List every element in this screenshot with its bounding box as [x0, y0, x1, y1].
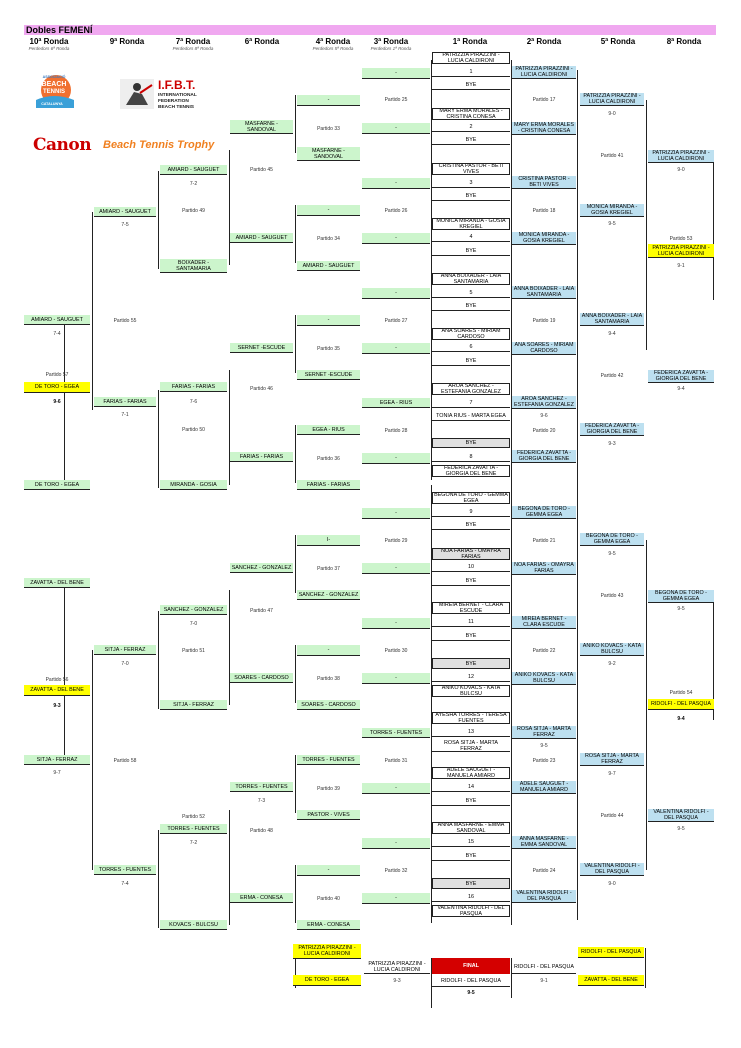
match-label: Partido 58	[113, 758, 137, 764]
match-label: Partido 25	[384, 97, 408, 103]
match-score: 7-5	[121, 222, 129, 228]
svg-text:FEDERATION: FEDERATION	[158, 99, 189, 104]
round-header: 4ª Ronda	[315, 37, 351, 46]
match-team: BYE	[432, 852, 510, 861]
round-header: 3ª Ronda	[373, 37, 409, 46]
match-team: ADELE SAUGUET - MANUELA AMIARD	[512, 781, 576, 794]
match-team: ANIKO KOVACS - KATA BULCSU	[432, 685, 510, 697]
match-score: 9-0	[677, 167, 685, 173]
match-team: -	[362, 508, 430, 519]
match-team: ROSA SITJA - MARTA FERRAZ	[432, 740, 510, 752]
match-team: -	[297, 95, 360, 106]
match-label: Partido 46	[250, 386, 273, 392]
match-number: 16	[432, 893, 510, 902]
match-team: AROA SANCHEZ - ESTEFANIA GONZALEZ	[512, 396, 576, 409]
match-score: 7-0	[189, 621, 198, 627]
match-team: -	[362, 453, 430, 464]
match-label: Partido 27	[384, 318, 408, 324]
match-team: ANIKO KOVACS - KATA BULCSU	[512, 672, 576, 685]
match-score: 9-1	[677, 263, 685, 269]
match-team: TORRES - FUENTES	[362, 728, 430, 738]
match-team: FARIAS - FARIAS	[160, 382, 227, 392]
bracket-line	[295, 205, 296, 263]
svg-text:I.F.B.T.: I.F.B.T.	[158, 78, 196, 92]
match-score: 9-4	[677, 386, 685, 392]
match-team: NOA FARIAS - OMAYRA FARIAS	[512, 562, 576, 575]
match-team: EGEA - RIUS	[297, 425, 360, 435]
match-score: 7-2	[189, 840, 198, 846]
match-team: PASTOR - VIVES	[297, 810, 360, 820]
match-team: BYE	[432, 658, 510, 669]
match-label: Partido 39	[317, 786, 340, 792]
match-label: Partido 55	[113, 318, 137, 324]
match-number: 2	[432, 123, 510, 132]
match-team: EGEA - RIUS	[362, 398, 430, 408]
match-label: Partido 24	[532, 868, 556, 874]
match-team: SERNET -ESCUDE	[297, 370, 360, 380]
match-team: AMIARD - SAUGUET	[94, 207, 156, 217]
match-team: FEDERICA ZAVATTA - GIORGIA DEL BENE	[648, 370, 714, 383]
match-team: TORRES - FUENTES	[297, 755, 360, 765]
match-team: BYE	[432, 357, 510, 366]
match-team: FARIAS - FARIAS	[230, 452, 293, 462]
bracket-line	[158, 830, 159, 928]
match-label: Partido 28	[384, 428, 408, 434]
match-score: 7-2	[189, 181, 198, 187]
match-team: PATRIZZIA PIRAZZINI - LUCIA CALDIRONI	[648, 150, 714, 163]
match-team: AMIARD - SAUGUET	[297, 261, 360, 271]
match-label: Partido 44	[600, 813, 624, 819]
match-team: MARY ERMA MORALES - CRISTINA CONESA	[513, 122, 574, 134]
svg-text:TENNIS: TENNIS	[42, 89, 66, 95]
match-number: 4	[432, 233, 510, 242]
match-team: ANA SOARES - MIRIAM CARDOSO	[512, 342, 576, 355]
match-number: 11	[432, 618, 510, 627]
finalist-left-top: PATRIZZIA PIRAZZINI - LUCIA CALDIRONI	[293, 944, 361, 959]
match-team: MIREIA BERNET - CLARA ESCUDE	[432, 602, 510, 614]
bracket-line	[646, 540, 647, 870]
match-score: 7-3	[257, 798, 266, 804]
match-team: BYE	[432, 247, 510, 256]
bracket-line	[158, 171, 159, 269]
match-label: Partido 23	[532, 758, 556, 764]
match-team: AYESHA TORRES - TERESA FUENTES	[432, 712, 510, 724]
bracket-line	[158, 611, 159, 709]
match-score: 9-2	[608, 661, 616, 667]
bracket-line	[645, 948, 646, 988]
match-label: Partido 47	[250, 608, 273, 614]
match-team: TORRES - FUENTES	[94, 865, 156, 875]
match-team: -	[362, 563, 430, 574]
match-team: -	[362, 838, 430, 849]
match-score: 9-6	[540, 413, 548, 419]
match-number: 7	[432, 399, 510, 408]
match-score: 9-0	[608, 111, 616, 117]
match-team: TONIA RIUS - MARTA EGEA	[432, 412, 510, 421]
semifinal-winner: PATRIZZIA PIRAZZINI - LUCIA CALDIRONI	[648, 244, 714, 258]
match-label: Partido 51	[182, 648, 205, 654]
match-team: NOA FARIAS - OMAYRA FARIAS	[432, 548, 510, 560]
bracket-line	[713, 160, 714, 300]
bracket-line	[295, 315, 296, 373]
match-team: ERMA - CONESA	[297, 920, 360, 930]
match-label: Partido 56	[45, 677, 69, 683]
match-label: Partido 36	[317, 456, 340, 462]
match-team: BYE	[432, 438, 510, 448]
page-title: Dobles FEMENÍ	[24, 25, 716, 35]
match-label: Partido 49	[182, 208, 205, 214]
match-team: ANNA MASFARNE - EMMA SANDOVAL	[512, 836, 576, 849]
bracket-line	[92, 212, 93, 410]
match-label: Partido 33	[317, 126, 340, 132]
match-team: SOARES - CARDOSO	[297, 700, 360, 710]
match-label: Partido 43	[600, 593, 624, 599]
match-label: Partido 48	[250, 828, 273, 834]
match-number: 10	[432, 563, 510, 572]
match-team: BEGOÑA DE TORO - GEMMA EGEA	[648, 590, 714, 603]
match-label: Partido 53	[669, 236, 693, 242]
match-score: 9-3	[393, 978, 401, 984]
match-score: 9-1	[540, 978, 548, 984]
match-number: 1	[432, 68, 510, 77]
match-team: AMIARD - SAUGUET	[24, 315, 90, 325]
svg-text:BEACH: BEACH	[41, 81, 67, 88]
match-team: -	[362, 618, 430, 629]
match-score: 9-3	[53, 703, 61, 709]
match-team: MONICA MIRANDA - GOSIA KREGIEL	[512, 232, 576, 245]
match-team: SERNET -ESCUDE	[230, 343, 293, 353]
match-team: -	[362, 288, 430, 299]
match-label: Partido 30	[384, 648, 408, 654]
match-score: 9-4	[608, 331, 616, 337]
match-team: MIRANDA - GOSIA	[160, 480, 227, 490]
match-team: -	[362, 673, 430, 684]
finalist-left-winner: PATRIZZIA PIRAZZINI - LUCIA CALDIRONI	[364, 960, 430, 974]
round-header: 9ª Ronda	[109, 37, 145, 46]
match-team: -	[362, 893, 430, 904]
match-team: BYE	[432, 81, 510, 90]
match-team: -	[362, 783, 430, 794]
match-score: 7-6	[189, 399, 198, 405]
match-team: BEGOÑA DE TORO - GEMMA EGEA	[512, 506, 576, 519]
match-label: Partido 45	[250, 167, 273, 173]
match-label: Partido 17	[532, 97, 556, 103]
match-label: Partido 41	[600, 153, 624, 159]
match-team: MASFARNE - SANDOVAL	[297, 147, 360, 161]
match-team: MASFARNE - SANDOVAL	[230, 120, 293, 134]
semifinal-winner: RIDOLFI - DEL PASQUA	[648, 699, 714, 710]
bracket-line	[646, 100, 647, 350]
match-team: -	[362, 233, 430, 244]
match-team: ANNA BOIXADER - LAIA SANTAMARIA	[432, 273, 510, 285]
match-label: Partido 20	[532, 428, 556, 434]
match-team: BYE	[432, 797, 510, 806]
match-number: 8	[432, 453, 510, 462]
match-number: 9	[432, 508, 510, 517]
bracket-line	[295, 645, 296, 703]
match-team: MONICA MIRANDA - GOSIA KREGIEL	[432, 218, 510, 230]
match-team: BYE	[432, 878, 510, 889]
match-score: 7-4	[121, 881, 129, 887]
match-number: 14	[432, 783, 510, 792]
ifbt-logo	[118, 77, 216, 111]
match-team: BEGOÑA DE TORO - GEMMA EGEA	[432, 492, 510, 504]
match-score: 9-5	[540, 743, 548, 749]
match-team: SANCHEZ - GONZALEZ	[230, 563, 293, 573]
match-team: MIREIA BERNET - CLARA ESCUDE	[512, 616, 576, 629]
match-team: VALENTINA RIDOLFI - DEL PASQUA	[432, 905, 510, 917]
match-team: BOIXADER - SANTAMARIA	[160, 259, 227, 273]
match-score: 9-7	[608, 771, 616, 777]
match-team: CRISTINA PASTOR - BETI VIVES	[432, 163, 510, 175]
match-label: Partido 54	[669, 690, 693, 696]
match-score: 9-5	[608, 551, 616, 557]
match-team: PATRIZZIA PIRAZZINI - LUCIA CALDIRONI	[580, 93, 644, 106]
match-label: Partido 26	[384, 208, 408, 214]
match-team: -	[362, 123, 430, 134]
match-team: VALENTINA RIDOLFI - DEL PASQUA	[580, 863, 644, 876]
match-team: ZAVATTA - DEL BENE	[24, 578, 90, 588]
bracket-line	[92, 650, 93, 870]
svg-text:BEACH TENNIS: BEACH TENNIS	[158, 105, 194, 110]
match-team: ANNA MASFARNE - EMMA SANDOVAL	[432, 822, 510, 834]
match-label: Partido 42	[600, 373, 624, 379]
match-team: -	[362, 178, 430, 189]
match-team: VALENTINA RIDOLFI - DEL PASQUA	[512, 890, 576, 903]
match-team: DE TORO - EGEA	[24, 480, 90, 490]
match-team: SITJA - FERRAZ	[94, 645, 156, 655]
round-subheader: Perdedors 5ª Ronda	[312, 46, 354, 51]
champion: RIDOLFI - DEL PASQUA	[432, 976, 510, 987]
match-score: 9-4	[677, 716, 685, 722]
match-score: 7-1	[121, 412, 129, 418]
match-score: 7-4	[53, 331, 61, 337]
match-team: FEDERICA ZAVATTA - GIORGIA DEL BENE	[432, 465, 510, 477]
match-team: -	[297, 645, 360, 656]
match-team: ADELE SAUGUET - MANUELA AMIARD	[432, 767, 510, 779]
bracket-line	[64, 578, 65, 760]
round-header: 5ª Ronda	[600, 37, 636, 46]
match-team: SOARES - CARDOSO	[230, 673, 293, 683]
match-label: Partido 18	[532, 208, 556, 214]
match-team: KOVACS - BULCSU	[160, 920, 227, 930]
match-number: 13	[432, 728, 510, 737]
match-score: 9-0	[608, 881, 616, 887]
match-team: BYE	[432, 136, 510, 145]
match-team: -	[362, 343, 430, 354]
match-team: -	[297, 315, 360, 326]
match-team: VALENTINA RIDOLFI - DEL PASQUA	[648, 809, 714, 822]
match-team: ROSA SITJA - MARTA FERRAZ	[580, 753, 644, 766]
match-team: FARIAS - FARIAS	[297, 480, 360, 490]
match-score: 9-7	[53, 770, 61, 776]
match-team: MONICA MIRANDA - GOSIA KREGIEL	[580, 204, 644, 217]
match-team: ANNA BOIXADER - LAIA SANTAMARIA	[581, 313, 643, 325]
match-number: 12	[432, 673, 510, 682]
finalist-left-bottom: DE TORO - EGEA	[293, 975, 361, 986]
beach-tennis-catalunya-logo	[32, 70, 76, 108]
svg-text:INTERNATIONAL: INTERNATIONAL	[158, 93, 197, 98]
match-team: ROSA SITJA - MARTA FERRAZ	[512, 726, 576, 739]
match-team: ANA SOARES - MIRIAM CARDOSO	[432, 328, 510, 340]
champion-score: 9-5	[467, 990, 475, 996]
match-label: Partido 32	[384, 868, 408, 874]
match-team: PATRIZZIA PIRAZZINI - LUCIA CALDIRONI	[432, 52, 510, 64]
match-team: BYE	[432, 192, 510, 201]
match-label: Partido 19	[532, 318, 556, 324]
bracket-line	[577, 70, 578, 920]
bracket-line	[295, 865, 296, 923]
match-team: -	[362, 68, 430, 79]
svg-text:ASSOCIACIÓ: ASSOCIACIÓ	[42, 75, 66, 79]
finalist-right-top: RIDOLFI - DEL PASQUA	[578, 947, 644, 958]
match-label: Partido 50	[182, 427, 205, 433]
round-subheader: Perdedors 6ª Ronda	[28, 46, 70, 51]
match-team: BYE	[432, 521, 510, 530]
match-team: CRISTINA PASTOR - BETI VIVES	[512, 176, 576, 189]
match-label: Partido 38	[317, 676, 340, 682]
match-team: I-	[297, 535, 360, 546]
match-team: AROA SANCHEZ - ESTEFANIA GONZALEZ	[432, 383, 510, 395]
match-team: SITJA - FERRAZ	[160, 700, 227, 710]
round-header: 8ª Ronda	[666, 37, 702, 46]
bracket-line	[295, 425, 296, 483]
match-team: -	[297, 865, 360, 876]
match-team: SANCHEZ - GONZALEZ	[297, 590, 360, 600]
match-label: Partido 35	[317, 346, 340, 352]
match-score: 9-5	[677, 606, 685, 612]
match-team: AMIARD - SAUGUET	[160, 165, 227, 175]
match-team: BYE	[432, 577, 510, 586]
finalist-right-winner: RIDOLFI - DEL PASQUA	[512, 960, 576, 974]
match-team: AMIARD - SAUGUET	[230, 233, 293, 243]
match-team: FEDERICA ZAVATTA - GIORGIA DEL BENE	[580, 423, 644, 436]
match-label: Partido 29	[384, 538, 408, 544]
match-label: Partido 22	[532, 648, 556, 654]
match-team: PATRIZZIA PIRAZZINI - LUCIA CALDIRONI	[512, 66, 576, 79]
round-subheader: Perdedors 8ª Ronda	[172, 46, 214, 51]
match-label: Partido 37	[317, 566, 340, 572]
round-header: 1ª Ronda	[452, 37, 488, 46]
match-score: 9-6	[53, 399, 61, 405]
final-label: FINAL	[432, 958, 510, 974]
match-team: FEDERICA ZAVATTA - GIORGIA DEL BENE	[512, 450, 576, 463]
match-team: BYE	[432, 302, 510, 311]
bracket-line	[295, 535, 296, 593]
match-number: 3	[432, 179, 510, 188]
semifinal-winner: ZAVATTA - DEL BENE	[24, 685, 90, 696]
round-subheader: Perdedors 1ª Ronda	[370, 46, 412, 51]
match-score: 9-5	[608, 221, 616, 227]
match-label: Partido 21	[532, 538, 556, 544]
match-team: BEGOÑA DE TORO - GEMMA EGEA	[580, 533, 644, 546]
bracket-line	[511, 60, 512, 925]
round-header: 7ª Ronda	[175, 37, 211, 46]
bracket-line	[295, 755, 296, 813]
match-team: ANIKO KOVACS - KATA BULCSU	[580, 643, 644, 656]
match-label: Partido 34	[317, 236, 340, 242]
match-team: MARY ERMA MORALES - CRISTINA CONESA	[432, 108, 510, 120]
match-team: FARIAS - FARIAS	[94, 397, 156, 407]
match-number: 5	[432, 289, 510, 298]
match-team: BYE	[432, 632, 510, 641]
beach-tennis-trophy-logo: Beach Tennis Trophy	[103, 139, 215, 151]
match-label: Partido 52	[182, 814, 205, 820]
match-team: SITJA - FERRAZ	[24, 755, 90, 765]
round-header: 2ª Ronda	[526, 37, 562, 46]
svg-text:CATALUNYA: CATALUNYA	[41, 102, 63, 106]
round-header: 10ª Ronda	[29, 37, 69, 46]
match-label: Partido 31	[384, 758, 408, 764]
match-score: 7-0	[121, 661, 129, 667]
match-team: TORRES - FUENTES	[230, 782, 293, 792]
finalist-right-bottom: ZAVATTA - DEL BENE	[578, 975, 644, 986]
match-team: ERMA - CONESA	[230, 893, 293, 903]
bracket-line	[295, 95, 296, 153]
match-label: Partido 57	[45, 372, 69, 378]
match-score: 9-3	[608, 441, 616, 447]
match-label: Partido 40	[317, 896, 340, 902]
canon-logo: Canon	[33, 135, 92, 155]
match-team: -	[297, 205, 360, 216]
match-team: TORRES - FUENTES	[160, 824, 227, 834]
match-number: 15	[432, 838, 510, 847]
match-score: 9-5	[677, 826, 685, 832]
match-team: ANNA BOIXADER - LAIA SANTAMARIA	[513, 286, 575, 298]
match-team: SANCHEZ - GONZALEZ	[160, 605, 227, 615]
semifinal-winner: DE TORO - EGEA	[24, 382, 90, 393]
bracket-line	[158, 390, 159, 488]
round-header: 6ª Ronda	[244, 37, 280, 46]
match-number: 6	[432, 343, 510, 352]
